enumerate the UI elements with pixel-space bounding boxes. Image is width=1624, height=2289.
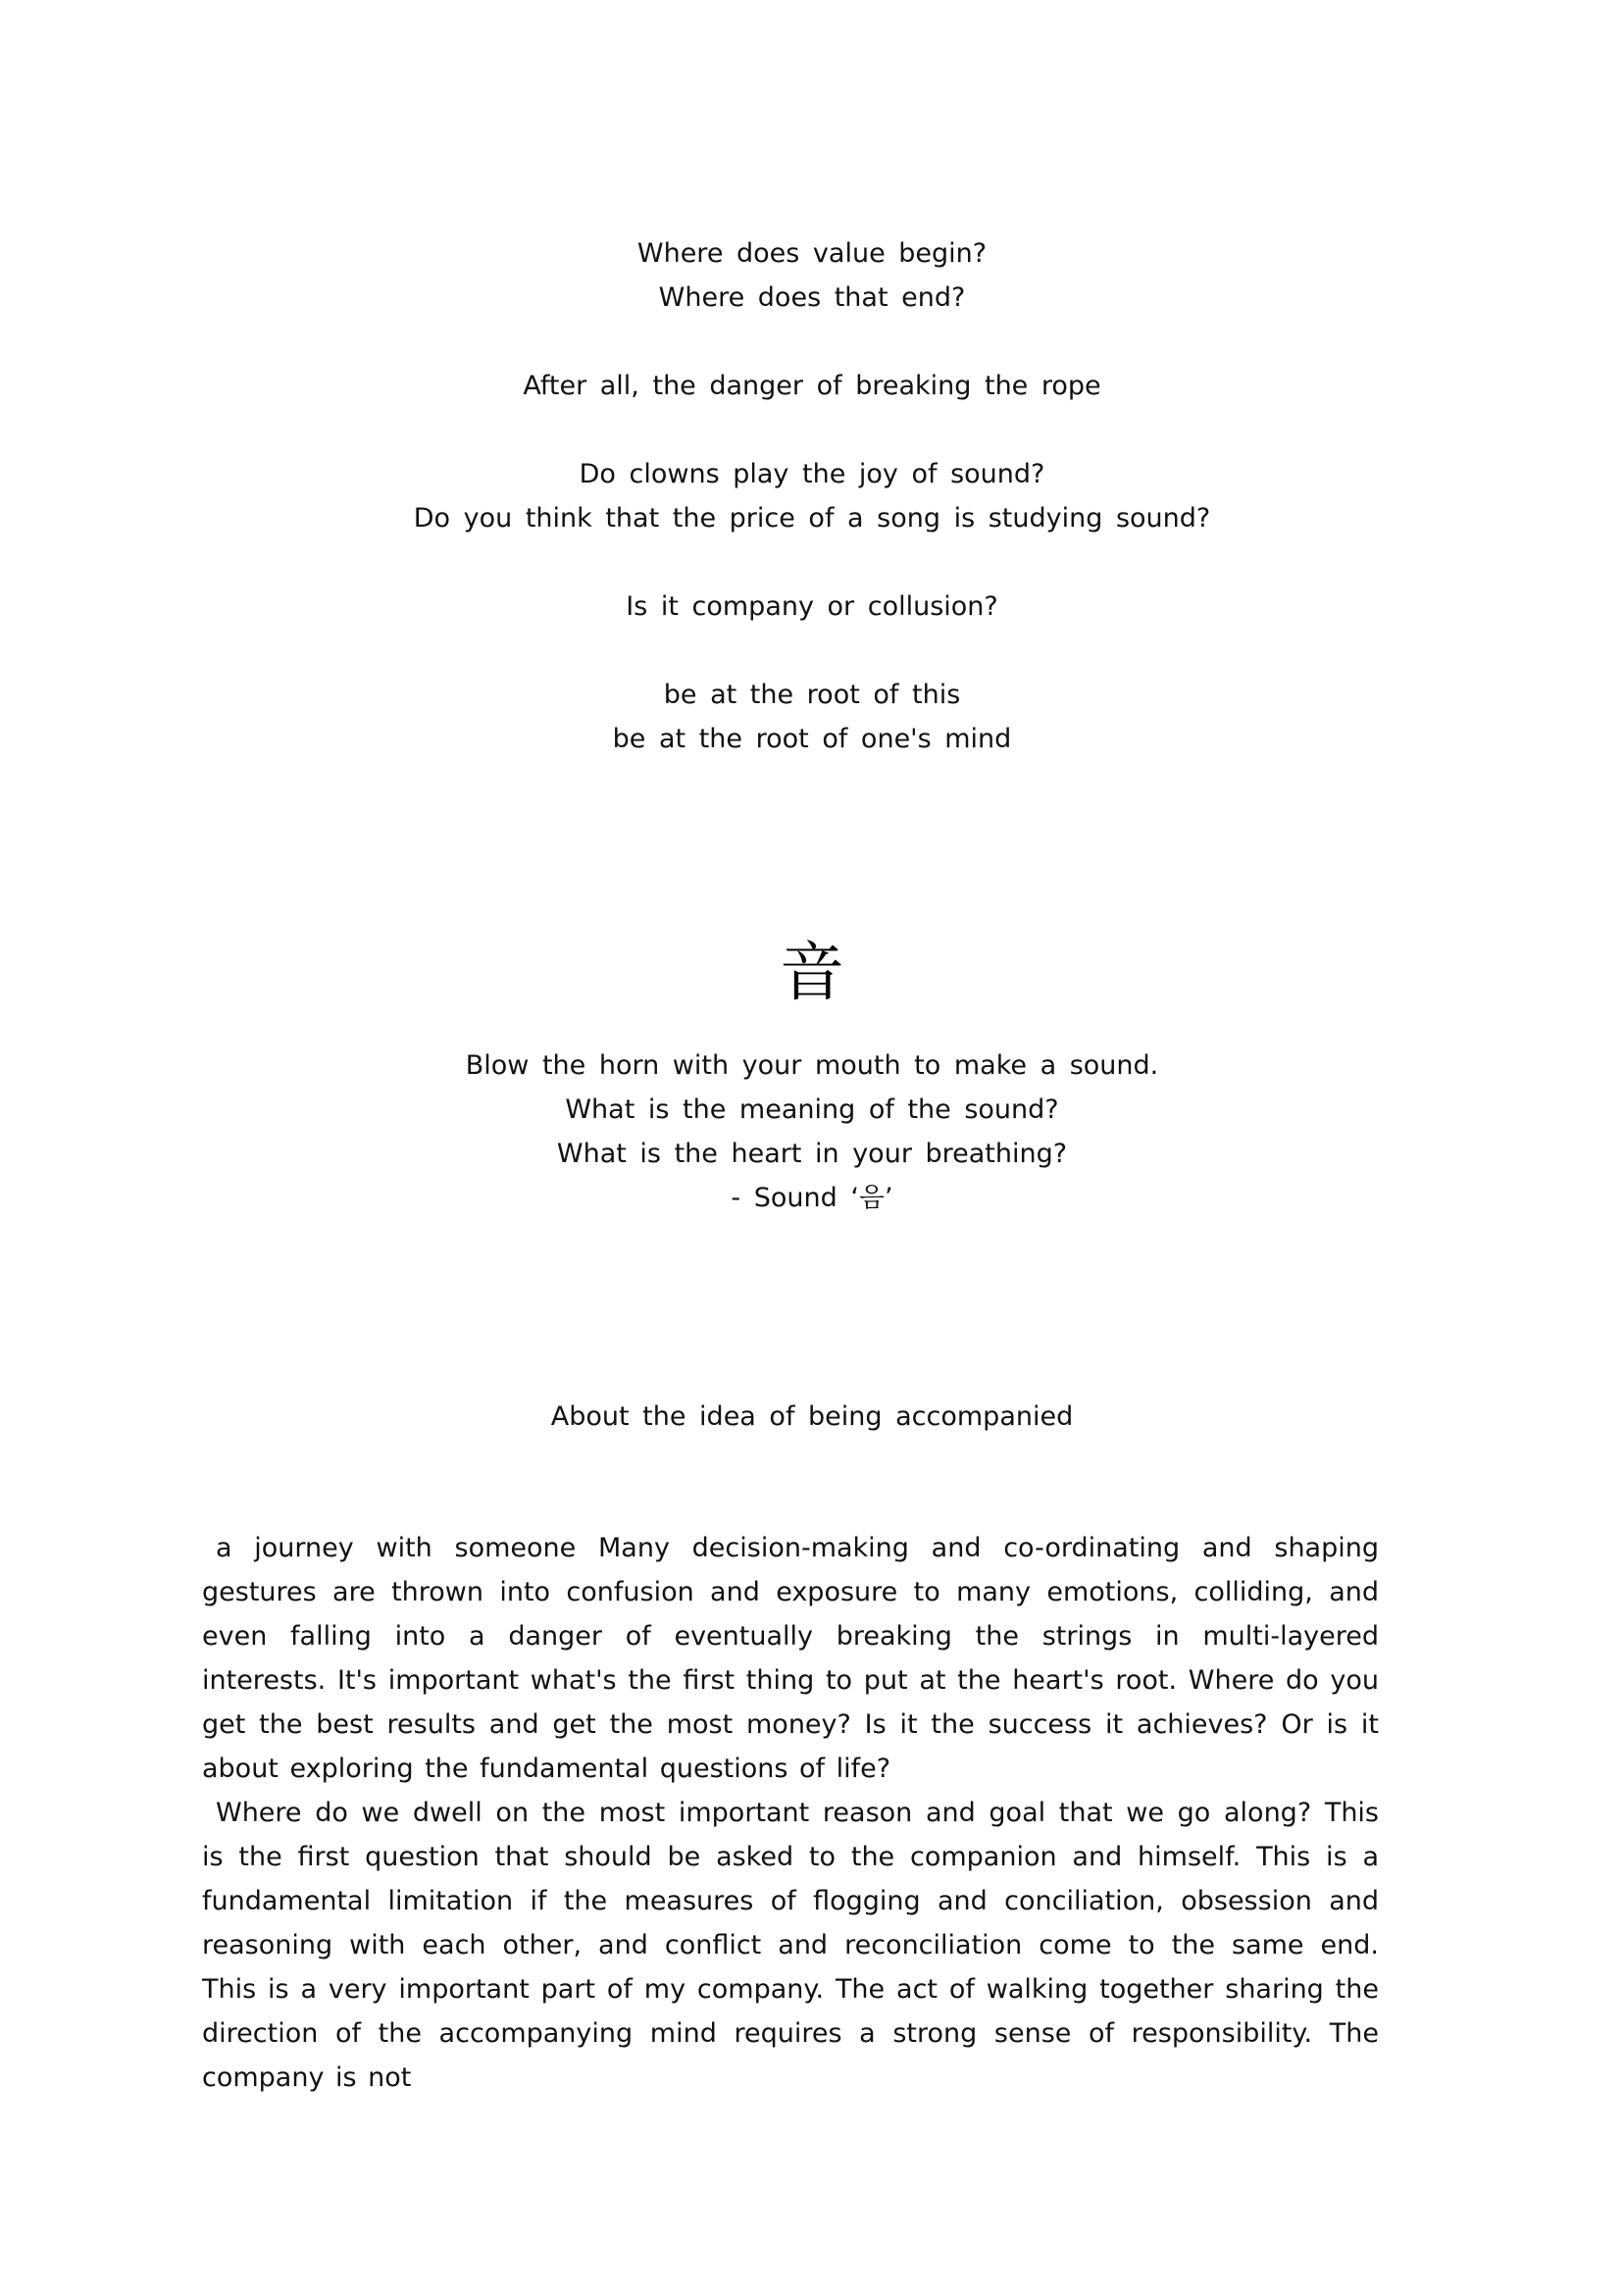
caption-line: What is the heart in your breathing? <box>556 1139 1068 1169</box>
poem-line: Do clowns play the joy of sound? <box>579 459 1045 489</box>
sound-kanji-character: 音 <box>780 935 844 1010</box>
stanza-gap <box>0 320 1624 364</box>
poem-line: Where does value begin? <box>636 238 988 269</box>
essay-paragraph: Where do we dwell on the most important reason and goal that we go along? This is the first question that should be asked to the companion and himself. This is a fundamental limitation if the measures of flogging and conciliation, obsession and reasoning with each other, and conflict and reconciliation come to the same end. This is a very important part of my company. The act of walking together sharing the direction of the accompanying mind requires a strong sense of responsibility. The company is not <box>202 1798 1379 2093</box>
poem-line: Is it company or collusion? <box>626 591 998 622</box>
caption-line: What is the meaning of the sound? <box>565 1094 1059 1125</box>
caption-attribution: - Sound ‘음’ <box>731 1183 893 1213</box>
caption-line: Blow the horn with your mouth to make a sound. <box>465 1050 1159 1081</box>
poem-stanza-group <box>0 231 1624 761</box>
poem-line: be at the root of one's mind <box>612 724 1012 754</box>
stanza-gap <box>0 408 1624 452</box>
stanza-gap <box>0 540 1624 585</box>
poem-line: be at the root of this <box>663 680 961 710</box>
poem-line: Where does that end? <box>658 282 966 313</box>
poem-line: After all, the danger of breaking the rope <box>523 371 1101 401</box>
essay-body <box>202 1526 1379 2100</box>
poem-line: Do you think that the price of a song is studying sound? <box>413 503 1211 534</box>
kanji-caption <box>0 1043 1624 1220</box>
section-heading: About the idea of being accompanied <box>550 1401 1074 1432</box>
stanza-gap <box>0 629 1624 673</box>
essay-paragraph: a journey with someone Many decision-making and co-ordinating and shaping gestures are thrown into confusion and exposure to many emotions, colliding, and even falling into a danger of eventually breaking the strings in multi-layered interests. It's important what's the first thing to put at the heart's root. Where do you get the best results and get the most money? Is it the success it achieves? Or is it about exploring the fundamental questions of life? <box>202 1533 1379 1784</box>
